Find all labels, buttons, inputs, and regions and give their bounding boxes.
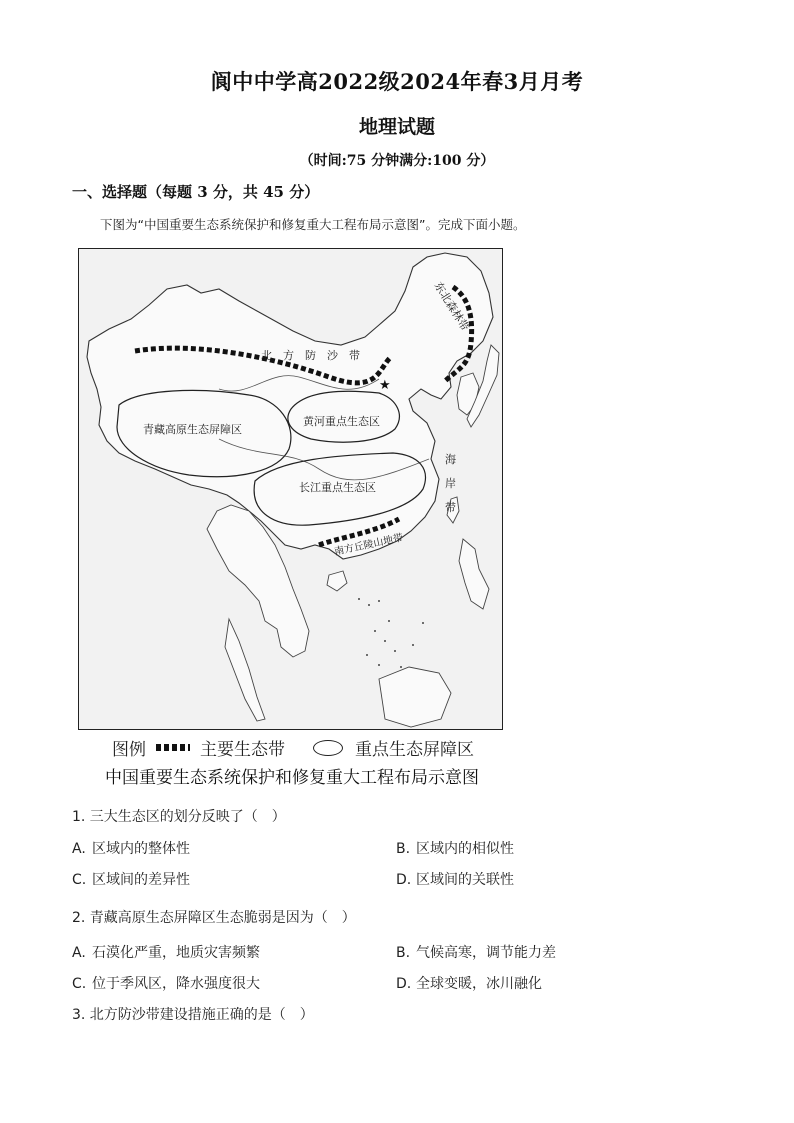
label-coast-1: 海	[445, 453, 456, 466]
option-letter: A.	[72, 841, 86, 857]
question-1-option-c[interactable]	[72, 869, 190, 889]
legend-title: 图例	[112, 740, 146, 760]
option-text: 石漠化严重，地质灾害频繁	[92, 945, 260, 961]
option-letter: A.	[72, 945, 86, 961]
legend-belt-label: 主要生态带	[200, 740, 285, 760]
option-text: 位于季风区，降水强度很大	[92, 976, 260, 992]
option-text: 区域间的关联性	[416, 872, 514, 888]
label-coast-2: 岸	[445, 477, 456, 490]
question-1-stem: 1. 三大生态区的划分反映了（ ）	[72, 809, 286, 825]
china-ecology-map	[78, 248, 503, 730]
question-2-option-d[interactable]	[396, 973, 542, 993]
section-heading: 一、选择题（每题 3 分，共 45 分）	[72, 183, 320, 201]
map-caption: 中国重要生态系统保护和修复重大工程布局示意图	[105, 768, 479, 788]
question-2-stem: 2. 青藏高原生态屏障区生态脆弱是因为（ ）	[72, 910, 356, 926]
question-2-option-b[interactable]	[396, 942, 556, 962]
question-2-option-a[interactable]	[72, 942, 260, 962]
philippines-outline	[459, 539, 489, 609]
borneo-outline	[379, 667, 451, 727]
option-text: 区域内的整体性	[92, 841, 190, 857]
label-yellow-river: 黄河重点生态区	[303, 415, 380, 428]
exam-subject: 地理试题	[358, 116, 435, 138]
label-yangtze: 长江重点生态区	[299, 481, 376, 494]
question-1-option-d[interactable]	[396, 869, 514, 889]
legend-belt-icon	[156, 744, 190, 751]
china-ecology-map-drawing	[79, 249, 503, 730]
option-text: 区域间的差异性	[92, 872, 190, 888]
option-letter: D.	[396, 872, 412, 888]
exam-time-info: （时间:75 分钟满分:100 分）	[299, 153, 495, 169]
option-letter: C.	[72, 976, 87, 992]
malay-peninsula	[225, 619, 265, 721]
option-letter: B.	[396, 945, 411, 961]
beijing-star-icon: ★	[379, 378, 391, 393]
label-north-sand: 北 方 防 沙 带	[261, 349, 360, 362]
china-land-outline	[87, 253, 493, 559]
legend-zone-icon	[313, 740, 343, 756]
legend-zone-label: 重点生态屏障区	[355, 740, 474, 760]
south-china-sea-islands	[358, 598, 424, 668]
question-1-option-b[interactable]	[396, 838, 514, 858]
hainan-outline	[327, 571, 347, 591]
map-legend	[112, 735, 474, 760]
exam-title: 阆中中学高2022级2024年春3月月考	[210, 69, 584, 94]
label-qinghai-tibet: 青藏高原生态屏障区	[143, 423, 242, 436]
question-2-option-c[interactable]	[72, 973, 260, 993]
question-1-option-a[interactable]	[72, 838, 190, 858]
label-coast-3: 带	[445, 501, 456, 514]
label-south-hills: 南方丘陵山地带	[333, 532, 405, 558]
option-text: 全球变暖，冰川融化	[416, 976, 542, 992]
option-text: 区域内的相似性	[416, 841, 514, 857]
option-letter: C.	[72, 872, 87, 888]
section-intro: 下图为“中国重要生态系统保护和修复重大工程布局示意图”。完成下面小题。	[100, 217, 526, 232]
label-northeast-forest: 东北森林带	[431, 279, 472, 334]
question-3-stem: 3. 北方防沙带建设措施正确的是（ ）	[72, 1007, 314, 1023]
option-text: 气候高寒，调节能力差	[416, 945, 556, 961]
option-letter: B.	[396, 841, 411, 857]
option-letter: D.	[396, 976, 412, 992]
